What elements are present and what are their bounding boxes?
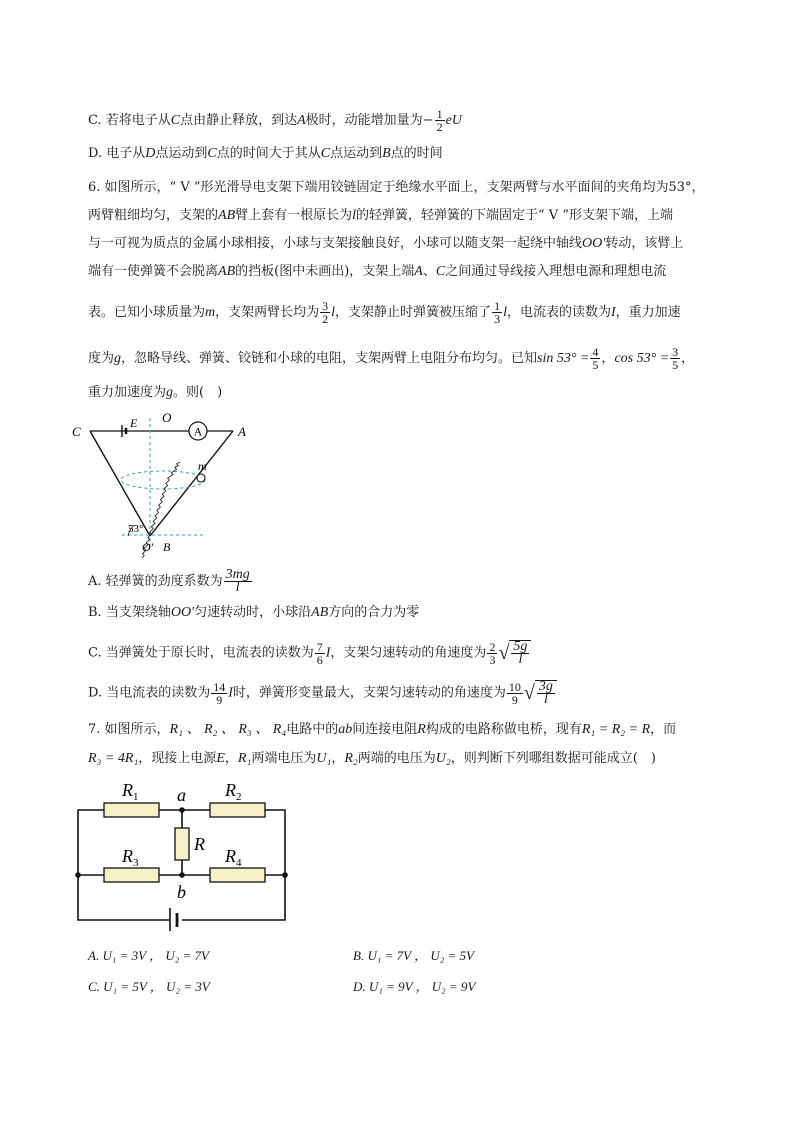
resistor-r bbox=[175, 828, 189, 860]
text: 点的时间大于其从 bbox=[216, 146, 321, 161]
text: 6. 如图所示，“ V ”形光滑导电支架下端用铰链固定于绝缘水平面上，支架两臂与水平面间的夹角均为53°， bbox=[88, 180, 705, 195]
q7-option-c: C. U₁ = 5V ， U₂ = 3V bbox=[88, 979, 210, 994]
label-e: E bbox=[130, 416, 138, 430]
q7-line-2: R₃ = 4R₁，现接上电源E，R₁两端电压为U₁，R₂两端的电压为U₂，则判断下列哪组数据可能成立( ) bbox=[88, 751, 656, 766]
text: 点运动到 bbox=[155, 146, 208, 161]
q7-option-a: A. U₁ = 3V ， U₂ = 7V bbox=[88, 948, 209, 963]
label-r4: $R_4$ bbox=[225, 846, 242, 869]
fraction: $\frac{1}{3}$ bbox=[494, 299, 501, 326]
q5-option-c bbox=[88, 108, 462, 133]
label-r3: $R_3$ bbox=[122, 846, 139, 869]
bridge-circuit-figure bbox=[72, 778, 294, 933]
label-r1: $R_1$ bbox=[122, 780, 139, 803]
junction-left bbox=[75, 872, 81, 878]
ammeter-label: A bbox=[193, 424, 203, 439]
fraction: $\frac{1}{2}$ bbox=[436, 107, 443, 134]
point-label: C bbox=[320, 146, 331, 161]
label-a: a bbox=[177, 785, 186, 805]
junction-a bbox=[179, 807, 185, 813]
text: C. 若将电子从 bbox=[88, 113, 171, 128]
point-label: C bbox=[170, 113, 181, 128]
square-root: √ $\frac{3g}{l}$ bbox=[524, 680, 557, 706]
resistor-r4 bbox=[210, 868, 265, 882]
label-angle: 53° bbox=[128, 523, 144, 535]
junction-b bbox=[179, 872, 185, 878]
resistor-r2 bbox=[210, 803, 265, 817]
q6-line-2: 两臂粗细均匀，支架的AB臂上套有一根原长为l的轻弹簧，轻弹簧的下端固定于“ V ”形支架下端，上端 bbox=[88, 208, 673, 223]
minus-sign: − bbox=[422, 113, 434, 128]
ball bbox=[197, 474, 205, 482]
math-term: eU bbox=[445, 113, 462, 128]
label-b: B bbox=[163, 540, 171, 554]
q6-option-d: D. 当电流表的读数为 $\frac{14}{9}$ I时，弹簧形变量最大，支架匀速转动的角速度为 $\frac{10}{9}$ √ $\frac{3g}{l}$ bbox=[88, 680, 557, 706]
q6-line-3: 与一可视为质点的金属小球相接，小球与支架接触良好，小球可以随支架一起绕中轴线OO′转动，该臂上 bbox=[88, 236, 684, 251]
label-a: A bbox=[238, 424, 246, 439]
label-c: C bbox=[72, 424, 81, 439]
text: 点运动到 bbox=[330, 146, 383, 161]
label-o: O bbox=[162, 410, 172, 425]
text: D. 电子从 bbox=[88, 146, 146, 161]
q7-option-d: D. U₁ = 9V ， U₂ = 9V bbox=[353, 979, 476, 994]
label-b: b bbox=[177, 882, 186, 902]
label-r2: $R_2$ bbox=[225, 780, 242, 803]
q6-line-5: 表。已知小球质量为m，支架两臂长均为 $\frac{3}{2}$ l，支架静止时弹簧被压缩了 $\frac{1}{3}$ l，电流表的读数为I，重力加速 bbox=[88, 299, 681, 326]
point-label: D bbox=[145, 146, 156, 161]
q6-option-b: B. 当支架绕轴OO′匀速转动时，小球沿AB方向的合力为零 bbox=[88, 605, 420, 620]
point-label: C bbox=[207, 146, 217, 161]
square-root: √ $\frac{5g}{l}$ bbox=[498, 640, 531, 666]
left-arm bbox=[90, 431, 150, 536]
q6-line-1 bbox=[88, 179, 705, 197]
point-label: A bbox=[297, 113, 306, 128]
right-arm bbox=[150, 431, 233, 536]
fraction: $\frac{4}{5}$ bbox=[592, 345, 599, 372]
fraction: $\frac{3}{5}$ bbox=[672, 345, 679, 372]
q6-option-a: A. 轻弹簧的劲度系数为 $\frac{3mg}{l}$ bbox=[88, 567, 250, 595]
text: 极时，动能增加量为 bbox=[305, 113, 423, 128]
label-r: R bbox=[194, 834, 205, 854]
resistor-r1 bbox=[104, 803, 159, 817]
rotation-ellipse bbox=[121, 471, 205, 489]
label-m: m bbox=[198, 459, 207, 473]
q7-line-1: 7. 如图所示，R₁ 、 R₂ 、 R₃ 、 R₄电路中的ab间连接电阻R构成的电路称做电桥，现有R₁ = R₂ = R，而 bbox=[88, 722, 677, 737]
q6-line-6: 度为g，忽略导线、弹簧、铰链和小球的电阻，支架两臂上电阻分布均匀。已知sin 53° = $\frac{4}{5}$ ，cos 53° = $\frac{3}{5}$ ， bbox=[88, 345, 695, 372]
text: 点由静止释放，到达 bbox=[180, 113, 298, 128]
label-o-prime: O′ bbox=[142, 540, 154, 554]
fraction: $\frac{3mg}{l}$ bbox=[225, 567, 250, 595]
q5-option-d bbox=[88, 145, 443, 163]
q7-option-b: B. U₁ = 7V ， U₂ = 5V bbox=[353, 948, 474, 963]
q6-line-4: 端有一使弹簧不会脱离AB的挡板(图中未画出)，支架上端A、C之间通过导线接入理想电源和理想电流 bbox=[88, 264, 667, 279]
q6-option-c: C. 当弹簧处于原长时，电流表的读数为 $\frac{7}{6}$ I，支架匀速转动的角速度为 $\frac{2}{3}$ √ $\frac{5g}{l}$ bbox=[88, 640, 531, 666]
point-label: B bbox=[382, 146, 391, 161]
v-frame-figure bbox=[70, 408, 260, 558]
junction-right bbox=[282, 872, 288, 878]
resistor-r3 bbox=[104, 868, 159, 882]
fraction: $\frac{3}{2}$ bbox=[322, 299, 329, 326]
text: 点的时间 bbox=[390, 146, 443, 161]
q6-line-7: 重力加速度为g。则( ) bbox=[88, 385, 223, 400]
